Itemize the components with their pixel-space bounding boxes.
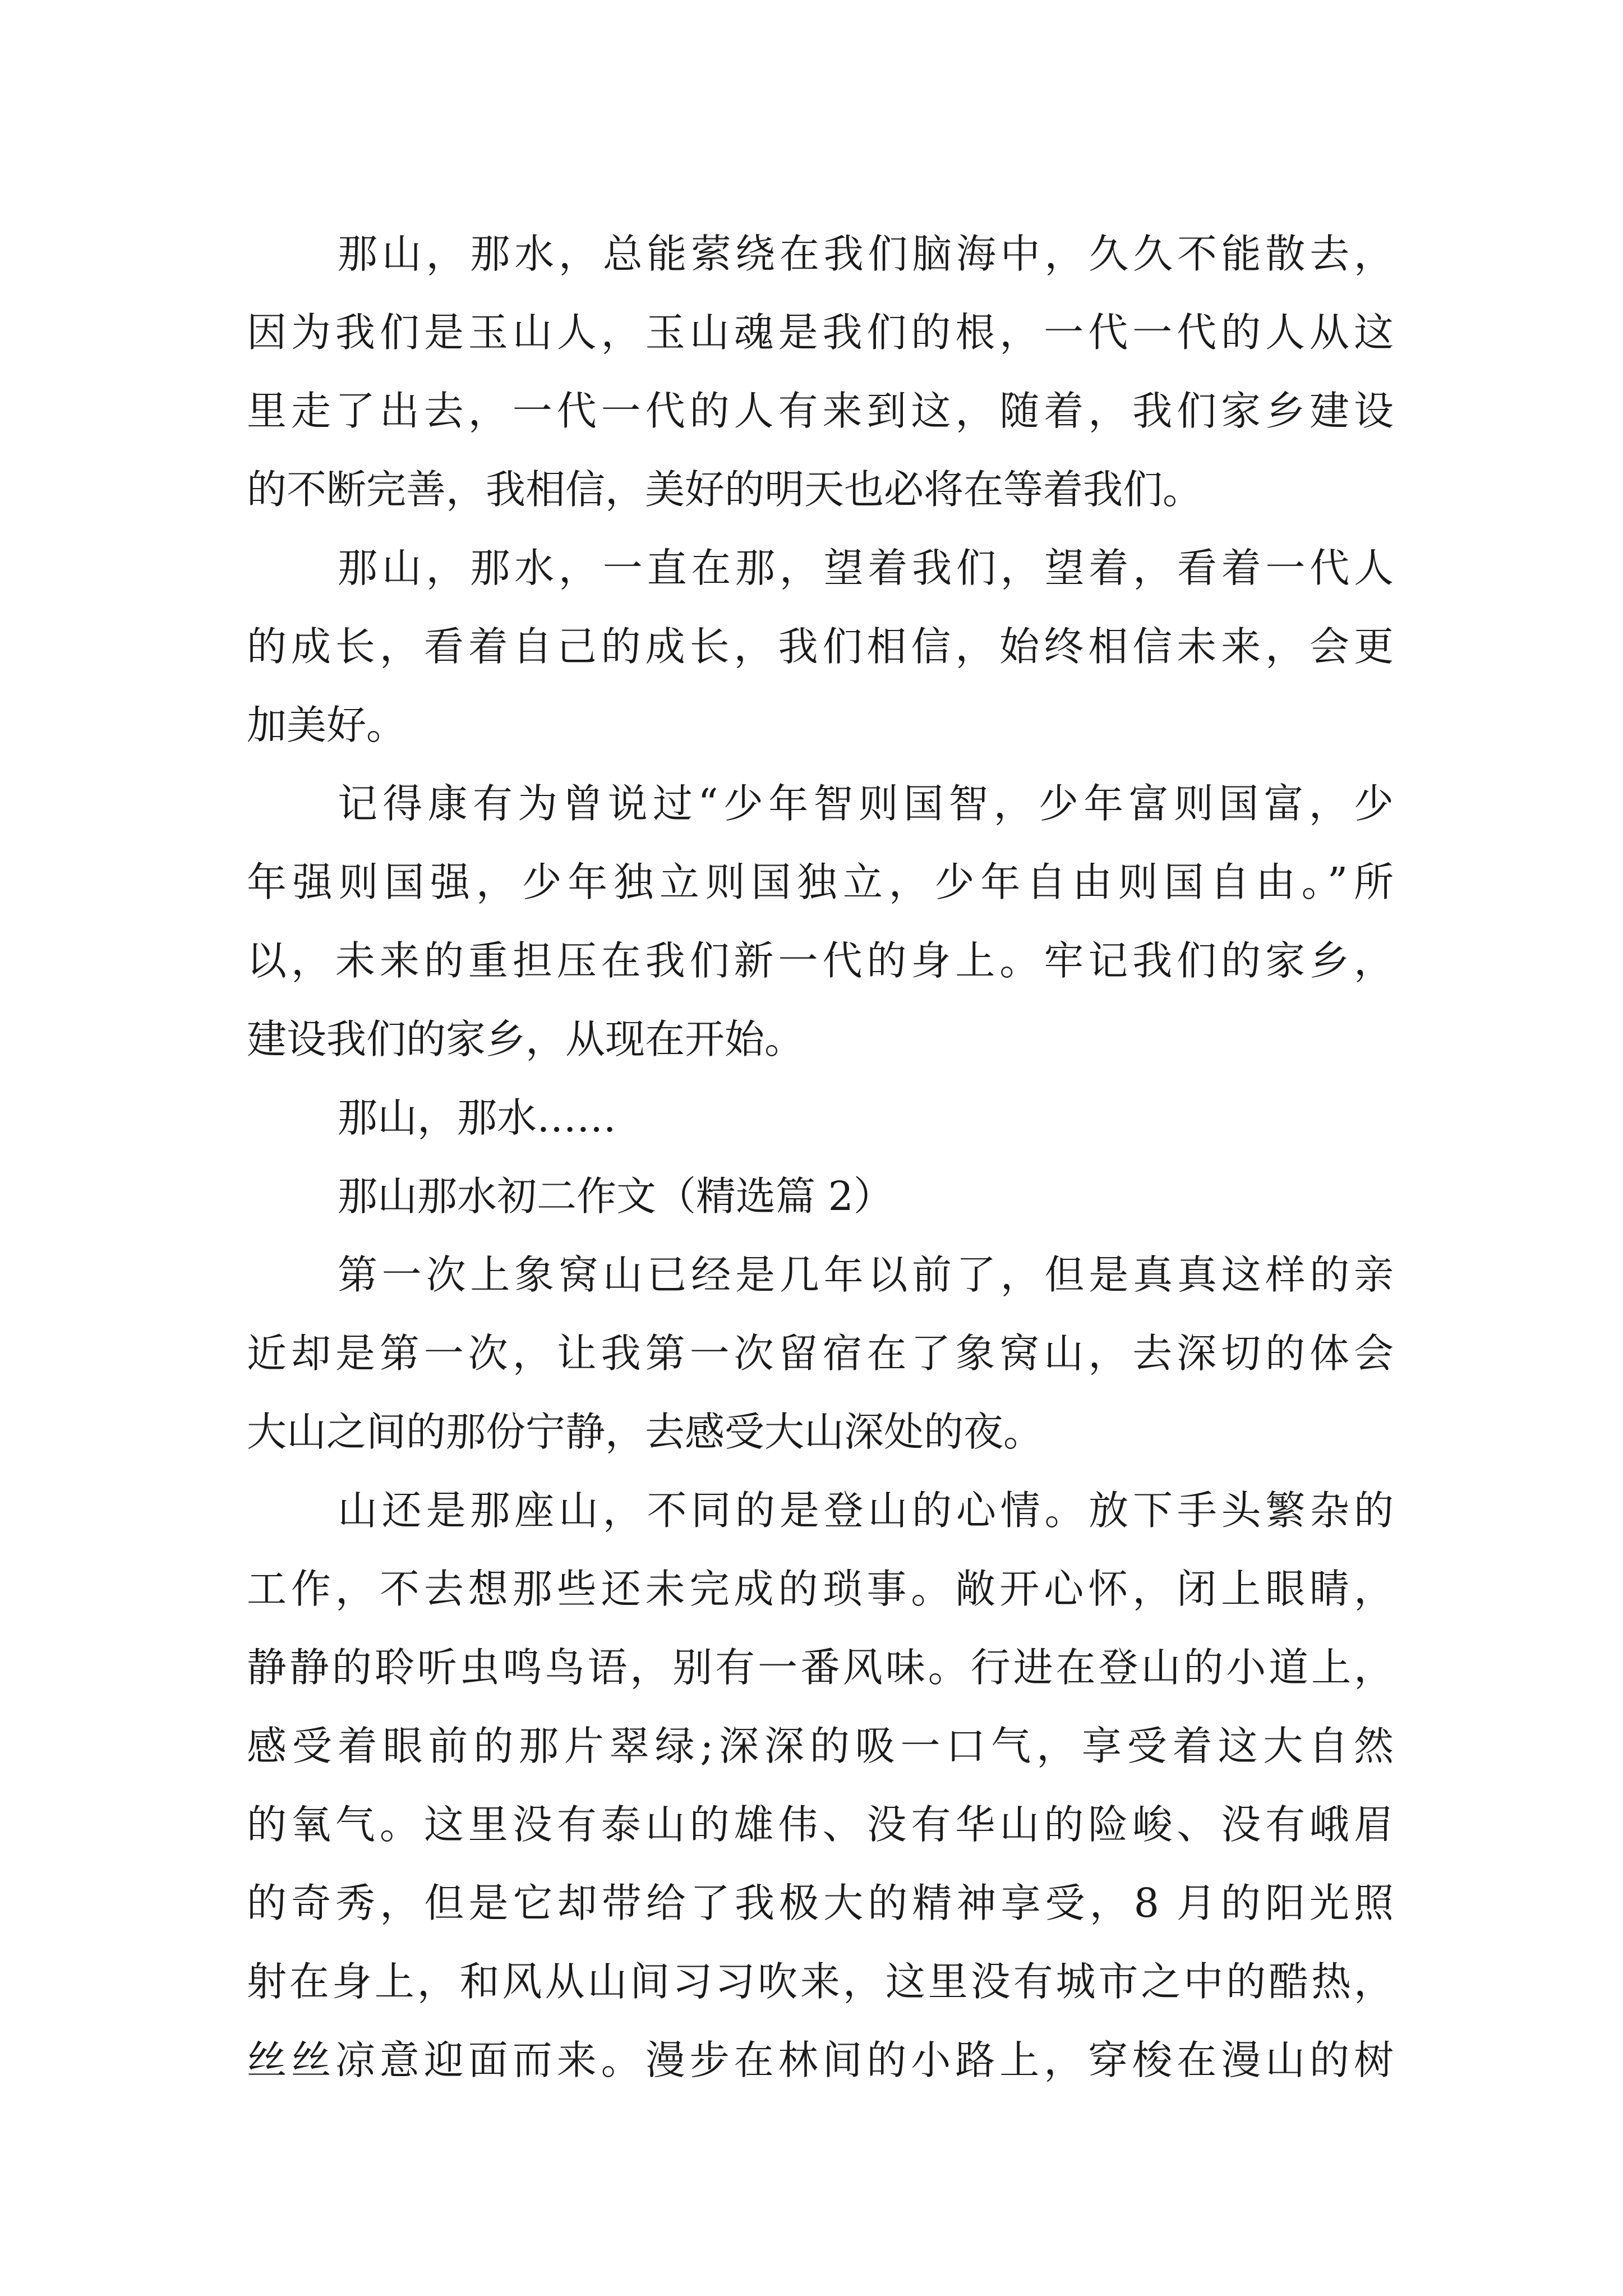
text-line: 的不断完善，我相信，美好的明天也必将在等着我们。 bbox=[247, 466, 1203, 513]
text-line: 静静的聆听虫鸣鸟语，别有一番风味。行进在登山的小道上， bbox=[247, 1644, 1394, 1691]
text-line: 射在身上，和风从山间习习吹来，这里没有城市之中的酷热， bbox=[247, 1958, 1394, 2005]
text-line: 的成长，看着自己的成长，我们相信，始终相信未来，会更 bbox=[247, 623, 1394, 670]
text-line: 感受着眼前的那片翠绿;深深的吸一口气，享受着这大自然 bbox=[247, 1723, 1394, 1769]
text-line: 以，未来的重担压在我们新一代的身上。牢记我们的家乡， bbox=[247, 937, 1394, 984]
text-line: 大山之间的那份宁静，去感受大山深处的夜。 bbox=[247, 1409, 1044, 1455]
text-line: 里走了出去，一代一代的人有来到这，随着，我们家乡建设 bbox=[247, 388, 1394, 434]
text-line: 工作，不去想那些还未完成的琐事。敞开心怀，闭上眼睛， bbox=[247, 1566, 1394, 1612]
text-line: 的奇秀，但是它却带给了我极大的精神享受，8 月的阳光照 bbox=[247, 1880, 1394, 1926]
text-line: 的氧气。这里没有泰山的雄伟、没有华山的险峻、没有峨眉 bbox=[247, 1801, 1394, 1848]
text-line: 第一次上象窝山已经是几年以前了，但是真真这样的亲 bbox=[338, 1251, 1394, 1298]
text-line: 近却是第一次，让我第一次留宿在了象窝山，去深切的体会 bbox=[247, 1330, 1394, 1377]
text-line: 年强则国强，少年独立则国独立，少年自由则国自由。”所 bbox=[247, 859, 1394, 905]
text-line: 丝丝凉意迎面而来。漫步在林间的小路上，穿梭在漫山的树 bbox=[247, 2037, 1394, 2083]
text-line: 那山，那水…… bbox=[338, 1094, 617, 1141]
text-line: 建设我们的家乡，从现在开始。 bbox=[247, 1016, 805, 1062]
text-line: 那山，那水，一直在那，望着我们，望着，看着一代人 bbox=[338, 545, 1394, 591]
text-line: 因为我们是玉山人，玉山魂是我们的根，一代一代的人从这 bbox=[247, 309, 1394, 356]
text-line: 记得康有为曾说过“少年智则国智，少年富则国富，少 bbox=[338, 780, 1394, 827]
section-heading: 那山那水初二作文（精选篇 2） bbox=[338, 1173, 893, 1220]
text-line: 那山，那水，总能萦绕在我们脑海中，久久不能散去， bbox=[338, 231, 1394, 277]
text-line: 加美好。 bbox=[247, 702, 407, 748]
text-line: 山还是那座山，不同的是登山的心情。放下手头繁杂的 bbox=[338, 1487, 1394, 1534]
